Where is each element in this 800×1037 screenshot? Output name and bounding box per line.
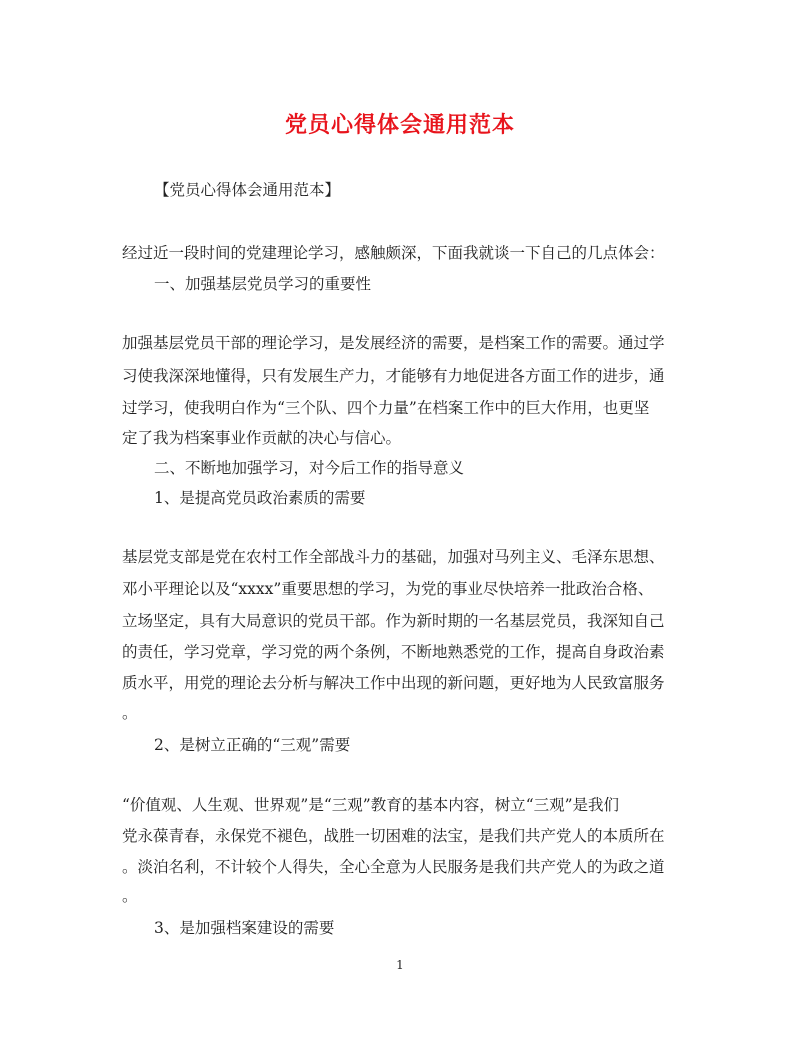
paragraph-line: 党永葆青春，永保党不褪色，战胜一切困难的法宝，是我们共产党人的本质所在	[122, 827, 665, 845]
paragraph-line: 的责任，学习党章，学习党的两个条例，不断地熟悉党的工作，提高自身政治素	[122, 643, 665, 661]
paragraph-line: 定了我为档案事业作贡献的决心与信心。	[122, 429, 402, 447]
paragraph-line: 。淡泊名利，不计较个人得失，全心全意为人民服务是我们共产党人的为政之道	[122, 858, 665, 876]
intro-line: 经过近一段时间的党建理论学习，感触颇深，下面我就谈一下自己的几点体会：	[122, 244, 665, 262]
section-heading-1: 一、加强基层党员学习的重要性	[154, 275, 372, 293]
paragraph-line: 立场坚定，具有大局意识的党员干部。作为新时期的一名基层党员，我深知自己	[122, 612, 665, 630]
paragraph-line: 邓小平理论以及“xxxx”重要思想的学习，为党的事业尽快培养一批政治合格、	[122, 580, 654, 598]
paragraph-line: 加强基层党员干部的理论学习，是发展经济的需要，是档案工作的需要。通过学	[122, 334, 665, 352]
paragraph-line: 基层党支部是党在农村工作全部战斗力的基础，加强对马列主义、毛泽东思想、	[122, 548, 665, 566]
paragraph-line: 过学习，使我明白作为“三个队、四个力量”在档案工作中的巨大作用，也更坚	[122, 399, 650, 417]
subsection-heading-3: 3、是加强档案建设的需要	[154, 919, 335, 937]
subtitle-line: 【党员心得体会通用范本】	[154, 181, 341, 199]
paragraph-line: 质水平，用党的理论去分析与解决工作中出现的新问题，更好地为人民致富服务	[122, 674, 665, 692]
subsection-heading-1: 1、是提高党员政治素质的需要	[154, 489, 366, 507]
section-heading-2: 二、不断地加强学习，对今后工作的指导意义	[154, 459, 465, 477]
page-number: 1	[396, 958, 404, 972]
paragraph-line: 。	[122, 887, 138, 905]
paragraph-line: 习使我深深地懂得，只有发展生产力，才能够有力地促进各方面工作的进步，通	[122, 367, 665, 385]
paragraph-line: “价值观、人生观、世界观”是“三观”教育的基本内容，树立“三观”是我们	[122, 796, 620, 814]
document-title: 党员心得体会通用范本	[284, 113, 515, 138]
subsection-heading-2: 2、是树立正确的“三观”需要	[154, 736, 351, 754]
paragraph-line: 。	[122, 704, 138, 722]
